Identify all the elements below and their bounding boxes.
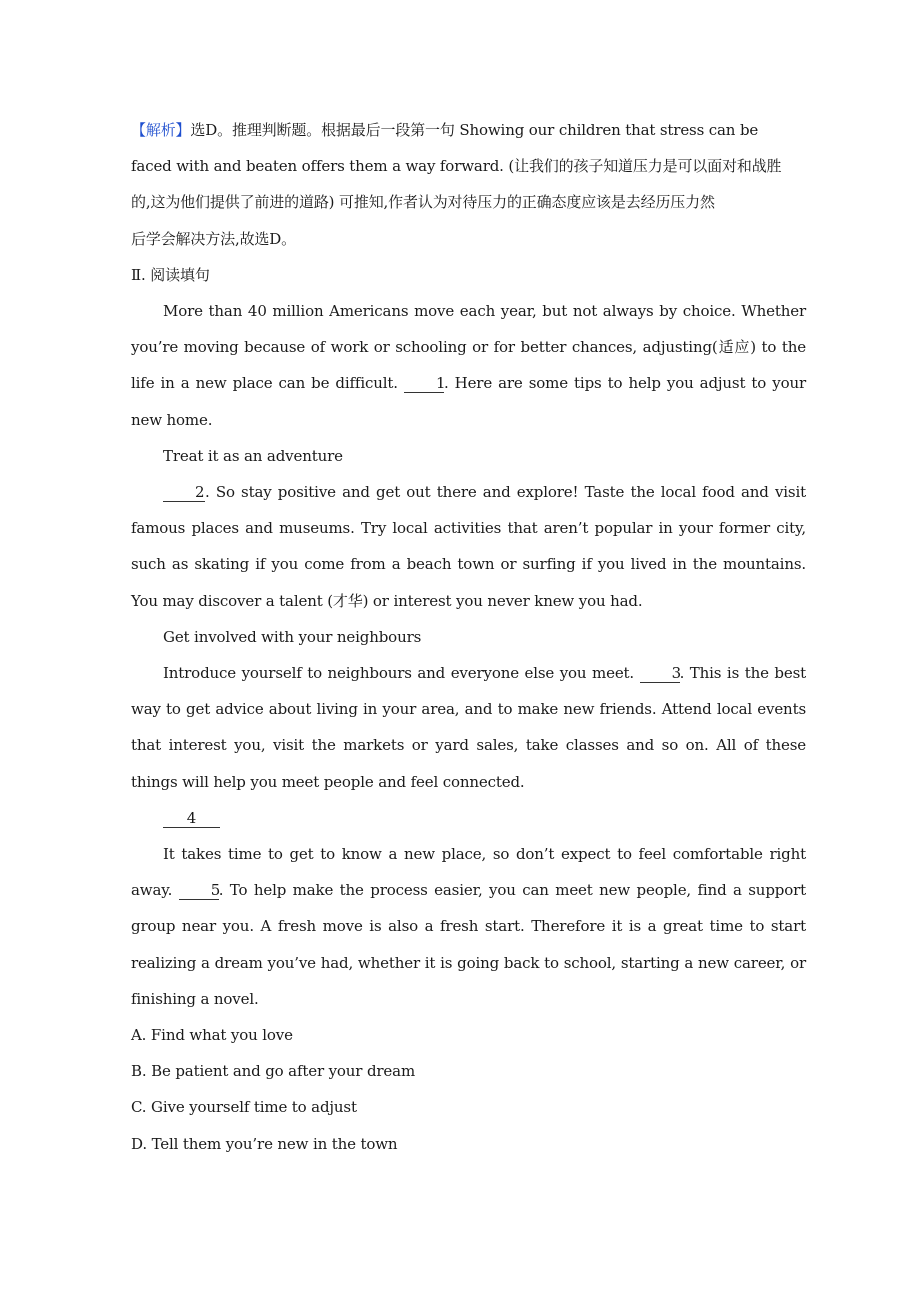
paragraph-2	[131, 474, 806, 619]
subheading-adventure: Treat it as an adventure	[163, 446, 343, 465]
option-d: D. Tell them you’re new in the town	[131, 1134, 398, 1153]
options-list	[131, 1017, 806, 1162]
option-b: B. Be patient and go after your dream	[131, 1062, 416, 1081]
paragraph-3	[131, 655, 806, 800]
blank-5: 5	[179, 881, 219, 900]
paragraph-3-before: Introduce yourself to neighbours and everyone else you meet.	[163, 663, 640, 682]
analysis-block	[131, 112, 806, 257]
paragraph-4	[131, 836, 806, 1017]
paragraph-4-after: . To help make the process easier, you can meet new people, find a support group near you. A fresh move is also a fresh start. Therefore it is a great time to start realizing a dream you’ve had, whether it is going back to school, starting a new career, or finishing a novel.	[131, 881, 807, 1008]
paragraph-1-after: . Here are some tips to help you adjust to your new home.	[131, 374, 806, 429]
paragraph-2-after: . So stay positive and get out there and explore! Taste the local food and visit famous places and museums. Try local activities that aren’t popular in your former city, such as skating if you come from a beach town or surfing if you lived in the mountains. You may discover a talent (才华) or interest you never knew you had.	[131, 482, 806, 610]
subheading-blank-4	[131, 800, 806, 836]
paragraph-1-before: More than 40 million Americans move each year, but not always by choice. Whether you’re moving because of work or schooling or for better chances, adjusting(适应) to the life in a new place can be difficult.	[131, 301, 806, 393]
analysis-text-1: 选D。推理判断题。根据最后一段第一句 Showing our children that stress can be	[190, 121, 759, 139]
blank-2: 2	[163, 483, 205, 502]
blank-3: 3	[640, 664, 680, 683]
document-page	[131, 112, 806, 1162]
subheading-neighbours: Get involved with your neighbours	[163, 627, 422, 646]
option-a: A. Find what you love	[131, 1025, 293, 1044]
paragraph-1	[131, 293, 806, 438]
analysis-line-3: 的,这为他们提供了前进的道路) 可推知,作者认为对待压力的正确态度应该是去经历压力然	[131, 193, 715, 212]
option-c: C. Give yourself time to adjust	[131, 1098, 357, 1117]
blank-4: 4	[163, 809, 220, 828]
section-title: Ⅱ. 阅读填句	[131, 265, 210, 284]
paragraph-3-after: . This is the best way to get advice about living in your area, and to make new friends. Attend local events that interest you, visit the markets or yard sales, take classes and so on. All of these things will help you meet people and feel connected.	[131, 663, 806, 791]
analysis-label: 【解析】	[131, 121, 191, 139]
analysis-line-4: 后学会解决方法,故选D。	[131, 229, 296, 248]
analysis-line-2: faced with and beaten offers them a way forward. (让我们的孩子知道压力是可以面对和战胜	[131, 157, 782, 176]
paragraph-4-before: It takes time to get to know a new place, so don’t expect to feel comfortable right away.	[131, 844, 806, 900]
blank-1: 1	[404, 374, 444, 393]
analysis-line-1	[131, 112, 806, 148]
